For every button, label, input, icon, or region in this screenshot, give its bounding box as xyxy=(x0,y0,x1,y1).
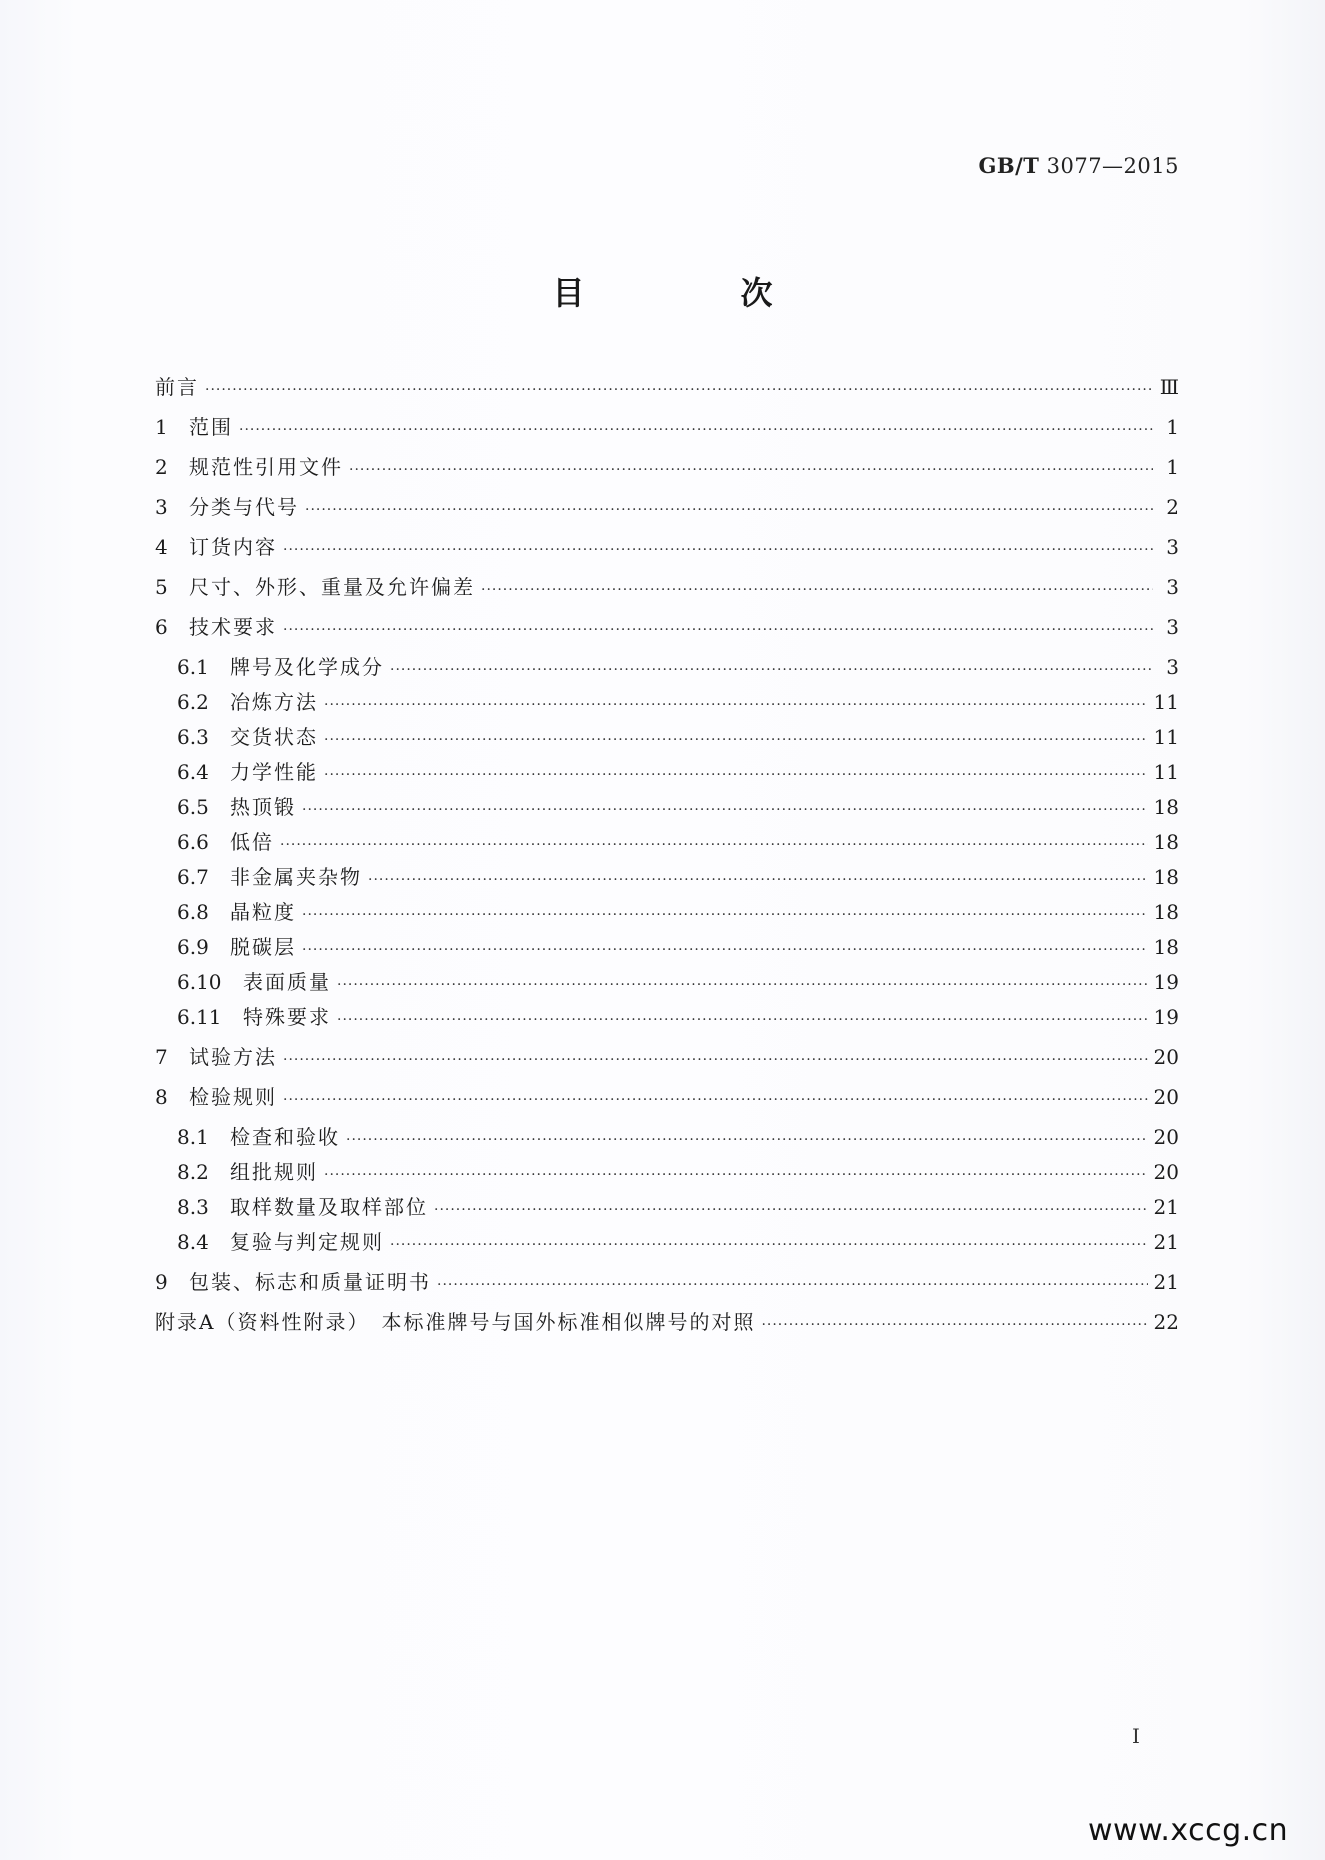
toc-entry-label xyxy=(177,1227,384,1257)
toc-entry[interactable] xyxy=(155,687,1179,717)
toc-entry-label xyxy=(177,687,318,717)
toc-entry-number: 6 xyxy=(155,615,168,639)
toc-entry-page-number: Ⅲ xyxy=(1159,375,1179,399)
toc-dot-leader xyxy=(337,1005,1148,1035)
toc-dot-leader xyxy=(390,1230,1148,1260)
toc-dot-leader xyxy=(324,760,1148,790)
toc-entry-label xyxy=(155,532,277,562)
toc-entry-number: 8.4 xyxy=(177,1230,209,1254)
toc-entry-label xyxy=(177,652,384,682)
toc-entry[interactable] xyxy=(155,1042,1179,1072)
toc-entry-number: 6.8 xyxy=(177,900,209,924)
toc-entry-title: 低倍 xyxy=(230,830,274,854)
toc-entry-label xyxy=(177,1157,318,1187)
toc-entry[interactable] xyxy=(155,532,1179,562)
toc-entry-label xyxy=(155,372,199,402)
toc-entry[interactable] xyxy=(155,1267,1179,1297)
toc-entry-page-number: 20 xyxy=(1153,1085,1179,1109)
toc-dot-leader xyxy=(302,900,1148,930)
toc-entry-page-number: 1 xyxy=(1166,455,1179,479)
toc-entry-label xyxy=(155,492,299,522)
toc-entry[interactable] xyxy=(155,572,1179,602)
toc-entry-number: 6.7 xyxy=(177,865,209,889)
toc-entry-label xyxy=(155,1267,431,1297)
toc-entry-title: 冶炼方法 xyxy=(230,690,318,714)
toc-entry-label xyxy=(177,1002,331,1032)
toc-entry[interactable] xyxy=(155,412,1179,442)
toc-entry-page-number: 20 xyxy=(1153,1160,1179,1184)
toc-entry-page-number: 19 xyxy=(1153,1005,1179,1029)
toc-entry-number: 2 xyxy=(155,455,168,479)
toc-entry-label xyxy=(177,827,274,857)
toc-entry-page-number: 3 xyxy=(1166,655,1179,679)
toc-entry-title: 包装、标志和质量证明书 xyxy=(189,1270,431,1294)
toc-entry[interactable] xyxy=(155,897,1179,927)
toc-entry-title: 交货状态 xyxy=(230,725,318,749)
toc-entry-number: 1 xyxy=(155,415,168,439)
toc-dot-leader xyxy=(302,795,1148,825)
toc-entry-number: 8.1 xyxy=(177,1125,209,1149)
toc-entry-title: 表面质量 xyxy=(243,970,331,994)
toc-entry-number: 4 xyxy=(155,535,168,559)
toc-entry-page-number: 11 xyxy=(1153,725,1179,749)
toc-entry[interactable] xyxy=(155,372,1179,402)
standard-code-prefix: GB/T xyxy=(978,153,1040,178)
toc-entry-page-number: 20 xyxy=(1153,1125,1179,1149)
toc-entry-page-number: 1 xyxy=(1166,415,1179,439)
toc-entry-title: 组批规则 xyxy=(230,1160,318,1184)
toc-entry[interactable] xyxy=(155,722,1179,752)
standard-code-number: 3077—2015 xyxy=(1046,154,1179,178)
toc-dot-leader xyxy=(337,970,1148,1000)
toc-entry-title: 规范性引用文件 xyxy=(189,455,343,479)
toc-entry-title: 检查和验收 xyxy=(230,1125,340,1149)
toc-entry-title: 检验规则 xyxy=(189,1085,277,1109)
toc-entry-label xyxy=(155,452,343,482)
toc-entry-label xyxy=(155,1082,277,1112)
toc-title: 目 次 xyxy=(552,274,835,312)
toc-dot-leader xyxy=(239,415,1153,445)
toc-dot-leader xyxy=(437,1270,1148,1300)
toc-entry[interactable] xyxy=(155,492,1179,522)
page-folio: I xyxy=(1132,1724,1140,1748)
toc-entry-title: 晶粒度 xyxy=(230,900,296,924)
toc-entry-page-number: 18 xyxy=(1153,795,1179,819)
toc-dot-leader xyxy=(349,455,1153,485)
toc-entry[interactable] xyxy=(155,827,1179,857)
toc-entry-label xyxy=(155,612,277,642)
toc-entry-number: 6.1 xyxy=(177,655,209,679)
toc-entry-label xyxy=(177,897,296,927)
toc-entry-number: 6.5 xyxy=(177,795,209,819)
toc-entry-label xyxy=(177,757,318,787)
toc-dot-leader xyxy=(283,1085,1148,1115)
standard-code xyxy=(978,153,1179,178)
toc-entry-number: 6.11 xyxy=(177,1005,222,1029)
toc-entry-number: 8.3 xyxy=(177,1195,209,1219)
watermark-url: www.xccg.cn xyxy=(1088,1813,1289,1848)
toc-entry-page-number: 3 xyxy=(1166,575,1179,599)
toc-entry-title: 力学性能 xyxy=(230,760,318,784)
toc-entry-label xyxy=(155,572,475,602)
toc-entry-title: 牌号及化学成分 xyxy=(230,655,384,679)
toc-entry-number: 6.2 xyxy=(177,690,209,714)
toc-dot-leader xyxy=(283,1045,1148,1075)
toc-entry-label xyxy=(177,1122,340,1152)
toc-entry-page-number: 21 xyxy=(1153,1270,1179,1294)
toc-entry-number: 6.6 xyxy=(177,830,209,854)
toc-entry-page-number: 11 xyxy=(1153,760,1179,784)
toc-entry-title: 特殊要求 xyxy=(243,1005,331,1029)
toc-entry-label xyxy=(177,722,318,752)
toc-entry-title: 技术要求 xyxy=(189,615,277,639)
toc-dot-leader xyxy=(761,1310,1147,1340)
toc-entry-title: 前言 xyxy=(155,375,199,399)
toc-entry-page-number: 2 xyxy=(1166,495,1179,519)
toc-entry[interactable] xyxy=(155,452,1179,482)
toc-entry[interactable] xyxy=(155,1192,1179,1222)
toc-entry-number: 6.4 xyxy=(177,760,209,784)
toc-entry-title: 订货内容 xyxy=(189,535,277,559)
toc-dot-leader xyxy=(283,615,1153,645)
toc-entry-title: 尺寸、外形、重量及允许偏差 xyxy=(189,575,475,599)
toc-entry-number: 9 xyxy=(155,1270,168,1294)
toc-dot-leader xyxy=(346,1125,1148,1155)
toc-entry-title: 复验与判定规则 xyxy=(230,1230,384,1254)
toc-entry[interactable] xyxy=(155,1002,1179,1032)
toc-entry[interactable] xyxy=(155,862,1179,892)
toc-entry-page-number: 19 xyxy=(1153,970,1179,994)
toc-dot-leader xyxy=(205,375,1153,405)
toc-entry-page-number: 18 xyxy=(1153,900,1179,924)
toc-entry[interactable] xyxy=(155,792,1179,822)
toc-entry-page-number: 3 xyxy=(1166,615,1179,639)
toc-entry-label xyxy=(177,1192,428,1222)
toc-entry-title: 试验方法 xyxy=(189,1045,277,1069)
toc-entry[interactable] xyxy=(155,1227,1179,1257)
toc-entry-label xyxy=(177,932,296,962)
toc-entry-title: 非金属夹杂物 xyxy=(230,865,362,889)
toc-dot-leader xyxy=(368,865,1148,895)
toc-entry-page-number: 3 xyxy=(1166,535,1179,559)
toc-entry-number: 3 xyxy=(155,495,168,519)
toc-entry-title: 取样数量及取样部位 xyxy=(230,1195,428,1219)
toc-entry-label xyxy=(155,1042,277,1072)
toc-entry[interactable] xyxy=(155,652,1179,682)
toc-entry-number: 8 xyxy=(155,1085,168,1109)
toc-entry[interactable] xyxy=(155,757,1179,787)
toc-entry-number: 6.10 xyxy=(177,970,222,994)
toc-dot-leader xyxy=(280,830,1148,860)
toc-dot-leader xyxy=(390,655,1153,685)
toc-entry-title: 脱碳层 xyxy=(230,935,296,959)
toc-entry-number: 6.9 xyxy=(177,935,209,959)
toc-entry[interactable] xyxy=(155,967,1179,997)
toc-entry[interactable] xyxy=(155,1082,1179,1112)
toc-entry-label xyxy=(155,412,233,442)
toc-entry-label xyxy=(177,792,296,822)
toc-entry-label xyxy=(155,1307,755,1337)
toc-dot-leader xyxy=(324,725,1148,755)
toc-entry[interactable] xyxy=(155,932,1179,962)
toc-entry[interactable] xyxy=(155,612,1179,642)
toc-entry-page-number: 18 xyxy=(1153,935,1179,959)
toc-entry-title: 附录A（资料性附录） 本标准牌号与国外标准相似牌号的对照 xyxy=(155,1310,756,1334)
toc-entry-page-number: 18 xyxy=(1153,830,1179,854)
toc-entry-page-number: 20 xyxy=(1153,1045,1179,1069)
toc-dot-leader xyxy=(283,535,1153,565)
toc-entry-page-number: 21 xyxy=(1153,1230,1179,1254)
toc-entry-title: 范围 xyxy=(189,415,233,439)
toc-dot-leader xyxy=(302,935,1148,965)
toc-dot-leader xyxy=(324,1160,1148,1190)
toc-entry-title: 热顶锻 xyxy=(230,795,296,819)
toc-entry-page-number: 21 xyxy=(1153,1195,1179,1219)
toc-entry-label xyxy=(177,862,362,892)
toc-entry[interactable] xyxy=(155,1307,1179,1337)
toc-entry-page-number: 11 xyxy=(1153,690,1179,714)
toc-entry-title: 分类与代号 xyxy=(189,495,299,519)
toc-entry-page-number: 18 xyxy=(1153,865,1179,889)
toc-dot-leader xyxy=(324,690,1148,720)
toc-entry-number: 6.3 xyxy=(177,725,209,749)
toc-dot-leader xyxy=(434,1195,1148,1225)
toc-entry-page-number: 22 xyxy=(1153,1310,1179,1334)
toc-entry[interactable] xyxy=(155,1157,1179,1187)
toc-entry-number: 8.2 xyxy=(177,1160,209,1184)
toc-entry-number: 5 xyxy=(155,575,168,599)
toc-dot-leader xyxy=(481,575,1153,605)
toc-entry[interactable] xyxy=(155,1122,1179,1152)
toc-dot-leader xyxy=(305,495,1153,525)
toc-entry-label xyxy=(177,967,331,997)
toc-entry-number: 7 xyxy=(155,1045,168,1069)
